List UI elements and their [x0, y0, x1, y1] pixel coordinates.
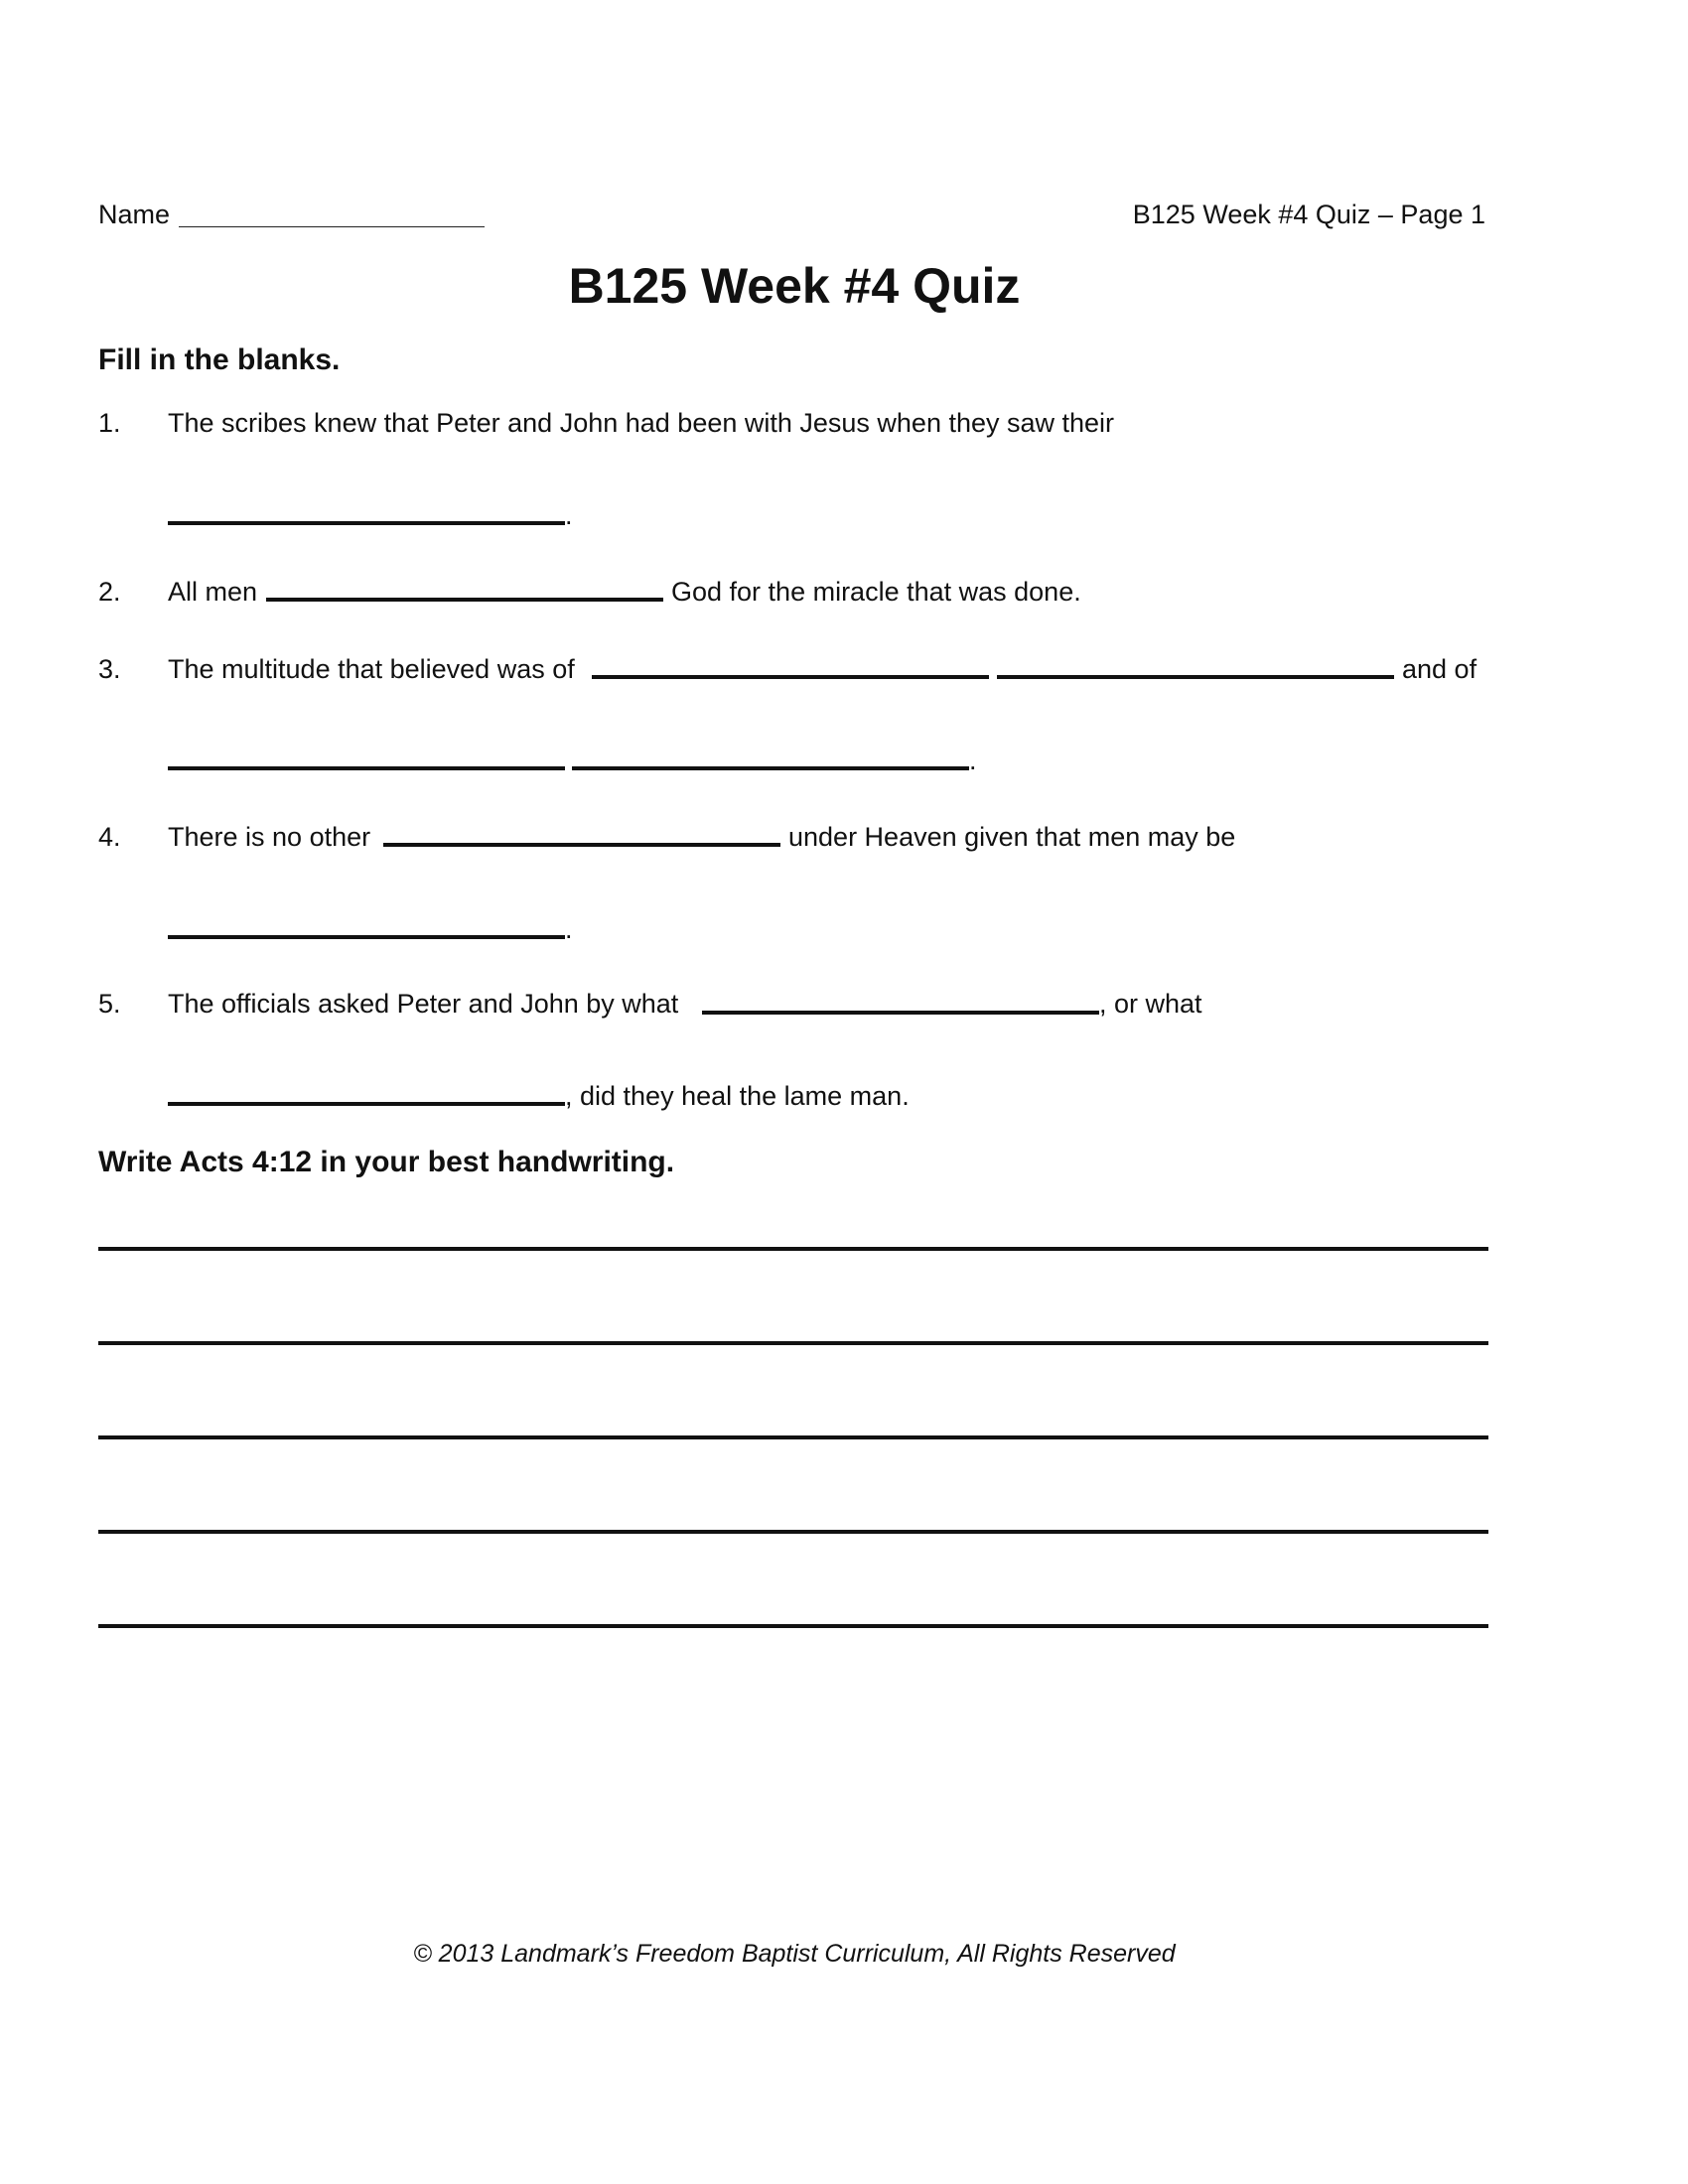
- question-5-text-end: , did they heal the lame man.: [565, 1081, 910, 1111]
- question-4-blank-2[interactable]: [168, 935, 565, 939]
- name-field-line[interactable]: [179, 226, 485, 227]
- handwriting-line-1[interactable]: [98, 1247, 1488, 1251]
- handwriting-line-5[interactable]: [98, 1624, 1488, 1628]
- question-3-period: .: [969, 746, 977, 775]
- question-3-blank-4[interactable]: [572, 766, 969, 770]
- page-label: B125 Week #4 Quiz – Page 1: [1132, 200, 1485, 229]
- copyright-footer: © 2013 Landmark’s Freedom Baptist Curriculum, All Rights Reserved: [413, 1940, 1176, 1968]
- question-3-blank-2[interactable]: [997, 675, 1394, 679]
- question-2-number: 2.: [98, 577, 121, 607]
- question-4-number: 4.: [98, 822, 121, 852]
- question-3-blank-3[interactable]: [168, 766, 565, 770]
- question-2-text-after: God for the miracle that was done.: [671, 577, 1081, 607]
- handwriting-line-3[interactable]: [98, 1435, 1488, 1439]
- question-3-number: 3.: [98, 654, 121, 684]
- question-1-text: The scribes knew that Peter and John had been with Jesus when they saw their: [168, 408, 1115, 438]
- question-4-text-before: There is no other: [168, 822, 371, 852]
- handwriting-heading: Write Acts 4:12 in your best handwriting.: [98, 1146, 675, 1178]
- fill-in-blanks-heading: Fill in the blanks.: [98, 343, 341, 376]
- question-1-blank[interactable]: [168, 521, 565, 525]
- question-5-text-before: The officials asked Peter and John by what: [168, 989, 679, 1019]
- question-3-text-after: and of: [1402, 654, 1477, 684]
- question-4-period: .: [565, 914, 573, 944]
- question-3-text-before: The multitude that believed was of: [168, 654, 575, 684]
- question-5-blank-1[interactable]: [702, 1011, 1099, 1015]
- handwriting-line-2[interactable]: [98, 1341, 1488, 1345]
- question-1-number: 1.: [98, 408, 121, 438]
- question-2-blank[interactable]: [266, 598, 663, 602]
- question-4-blank-1[interactable]: [383, 843, 780, 847]
- question-5-blank-2[interactable]: [168, 1102, 565, 1106]
- question-3-blank-1[interactable]: [592, 675, 989, 679]
- question-2-text-before: All men: [168, 577, 258, 607]
- question-1-period: .: [565, 500, 573, 530]
- quiz-title: B125 Week #4 Quiz: [568, 258, 1021, 314]
- name-label: Name: [98, 200, 171, 229]
- question-4-text-after: under Heaven given that men may be: [788, 822, 1236, 852]
- handwriting-line-4[interactable]: [98, 1530, 1488, 1534]
- question-5-number: 5.: [98, 989, 121, 1019]
- question-5-text-after: , or what: [1099, 989, 1202, 1019]
